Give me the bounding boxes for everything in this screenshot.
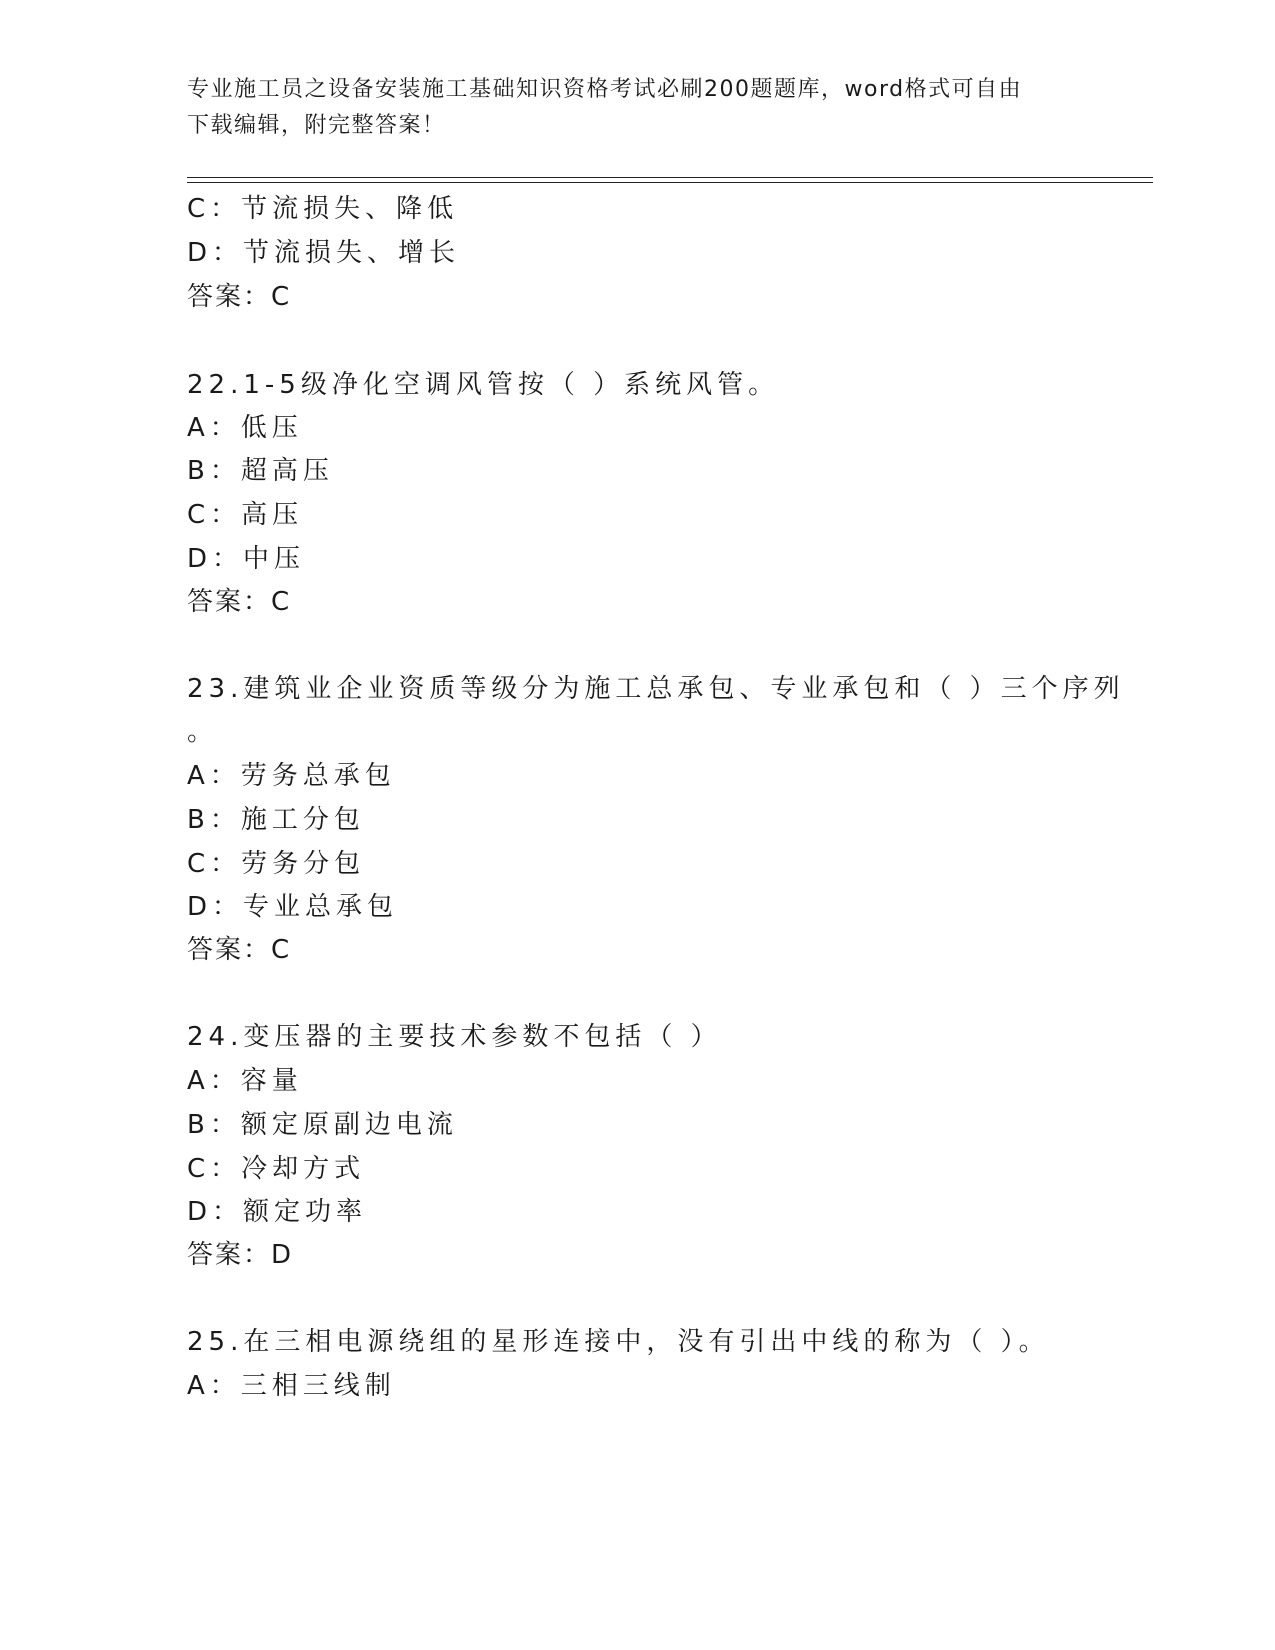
q23-option-c: C：劳务分包 <box>187 849 366 879</box>
q22-option-c: C：高压 <box>187 500 304 530</box>
header-title-line-2: 下载编辑，附完整答案！ <box>187 113 446 138</box>
q24-question: 24.变压器的主要技术参数不包括（ ） <box>187 1022 722 1052</box>
q21-option-c: C：节流损失、降低 <box>187 194 459 224</box>
q23-question: 23.建筑业企业资质等级分为施工总承包、专业承包和（ ）三个序列 <box>187 674 1125 704</box>
q25-question: 25.在三相电源绕组的星形连接中，没有引出中线的称为（ ）。 <box>187 1327 1050 1357</box>
q23-option-a: A：劳务总承包 <box>187 761 396 791</box>
q24-answer: 答案：D <box>187 1240 294 1270</box>
q21-answer: 答案：C <box>187 282 292 312</box>
q22-option-b: B：超高压 <box>187 456 334 486</box>
q24-option-b: B：额定原副边电流 <box>187 1110 458 1140</box>
q21-option-d: D：节流损失、增长 <box>187 238 461 268</box>
document-header <box>187 72 1087 144</box>
header-title-line-1: 专业施工员之设备安装施工基础知识资格考试必刷200题题库，word格式可自由 <box>187 77 1023 102</box>
header-divider-bottom <box>187 182 1153 183</box>
q23-question-continuation: 。 <box>187 717 219 747</box>
q22-answer: 答案：C <box>187 587 292 617</box>
q23-option-d: D：专业总承包 <box>187 892 399 922</box>
q23-option-b: B：施工分包 <box>187 805 365 835</box>
q24-option-d: D：额定功率 <box>187 1197 368 1227</box>
q22-option-a: A：低压 <box>187 413 303 443</box>
q24-option-c: C：冷却方式 <box>187 1154 366 1184</box>
q23-answer: 答案：C <box>187 935 292 965</box>
q24-option-a: A：容量 <box>187 1066 303 1096</box>
header-divider-top <box>187 177 1153 178</box>
q22-question: 22.1-5级净化空调风管按（ ）系统风管。 <box>187 370 780 400</box>
q25-option-a: A：三相三线制 <box>187 1371 396 1401</box>
q22-option-d: D：中压 <box>187 544 306 574</box>
